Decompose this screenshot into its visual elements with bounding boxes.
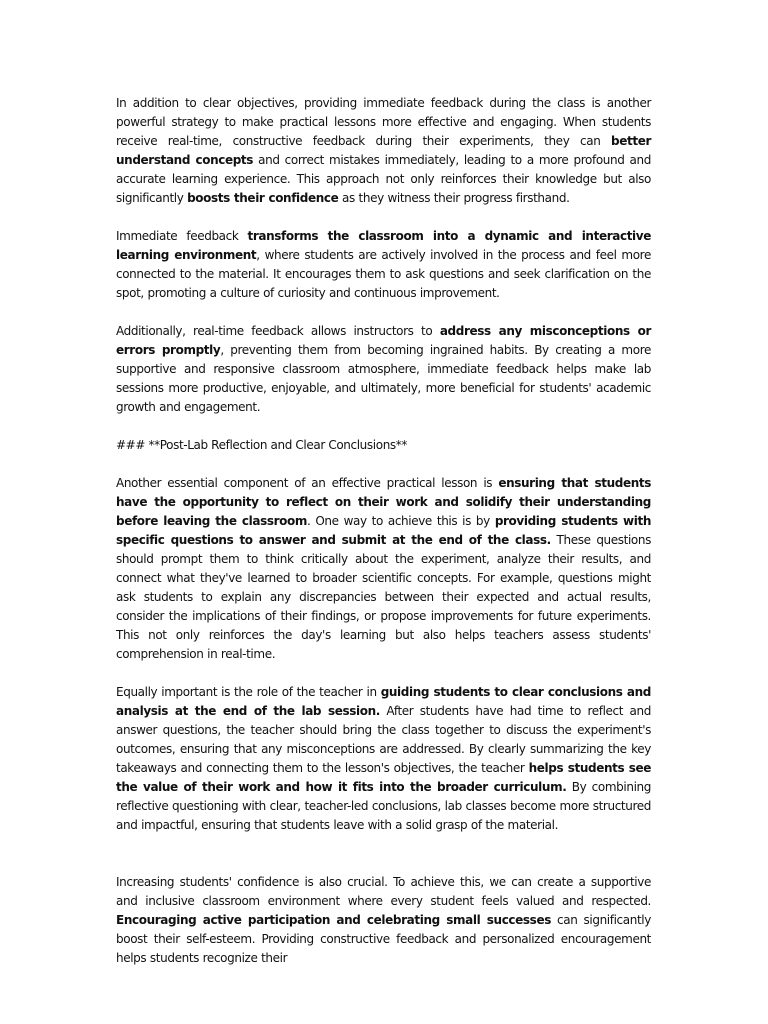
paragraph-immediate-feedback [116, 94, 651, 208]
text-run: , preventing them from becoming ingrained habits. By creating a more supportive and responsive classroom atmosphere, immediate feedback helps make lab sessions more productive, enjoyable, and ultimately, more beneficial for students' academic growth and engagement. [116, 343, 651, 414]
text-run: and correct mistakes immediately, leading to a more profound and accurate learning experience. This approach not only reinforces their knowledge but also significantly [116, 153, 651, 205]
bold-run: Encouraging active participation and celebrating small successes [116, 913, 551, 927]
bold-run: better understand concepts [116, 134, 651, 167]
text-run: can significantly boost their self-esteem. Providing constructive feedback and personalized encouragement helps students recognize their [116, 913, 651, 965]
bold-run: guiding students to clear conclusions and analysis at the end of the lab session. [116, 685, 651, 718]
text-run: Equally important is the role of the teacher in [116, 685, 381, 699]
bold-run: transforms the classroom into a dynamic and interactive learning environment [116, 229, 651, 262]
paragraph-post-lab-reflection [116, 474, 651, 664]
text-run: Another essential component of an effective practical lesson is [116, 476, 499, 490]
text-run: , where students are actively involved in the process and feel more connected to the material. It encourages them to ask questions and seek clarification on the spot, promoting a culture of curiosity and continuous improvement. [116, 248, 651, 300]
bold-run: boosts their confidence [187, 191, 339, 205]
document-page [116, 94, 651, 968]
paragraph-teacher-role [116, 683, 651, 835]
text-run: Immediate feedback [116, 229, 248, 243]
text-run: By combining reflective questioning with clear, teacher-led conclusions, lab classes become more structured and impactful, ensuring that students leave with a solid grasp of the material. [116, 780, 651, 832]
bold-run: helps students see the value of their work and how it fits into the broader curriculum. [116, 761, 652, 794]
bold-run: providing students with specific questions to answer and submit at the end of the class. [116, 514, 651, 547]
text-run: These questions should prompt them to think critically about the experiment, analyze their results, and connect what they've learned to broader scientific concepts. For example, questions might ask students to explain any discrepancies between their expected and actual results, consider the implications of their findings, or propose improvements for future experiments. This not only reinforces the day's learning but also helps teachers assess students' comprehension in real-time. [116, 533, 651, 661]
text-run: After students have had time to reflect and answer questions, the teacher should bring the class together to discuss the experiment's outcomes, ensuring that any misconceptions are addressed. By clearly summarizing the key takeaways and connecting them to the lesson's objectives, the teacher [116, 704, 651, 775]
paragraph-dynamic-classroom [116, 227, 651, 303]
paragraph-student-confidence [116, 873, 651, 968]
text-run: In addition to clear objectives, providing immediate feedback during the class is another powerful strategy to make practical lessons more effective and engaging. When students receive real-time, constructive feedback during their experiments, they can [116, 96, 651, 148]
text-run: as they witness their progress firsthand. [338, 191, 570, 205]
text-run: Additionally, real-time feedback allows instructors to [116, 324, 440, 338]
text-run: Increasing students' confidence is also crucial. To achieve this, we can create a supportive and inclusive classroom environment where every student feels valued and respected. [116, 875, 651, 908]
paragraph-misconceptions [116, 322, 651, 417]
bold-run: ensuring that students have the opportunity to reflect on their work and solidify their understanding before leaving the classroom [116, 476, 651, 528]
bold-run: address any misconceptions or errors promptly [116, 324, 651, 357]
text-run: . One way to achieve this is by [306, 514, 495, 528]
section-heading: ### **Post-Lab Reflection and Clear Conclusions** [116, 438, 408, 452]
